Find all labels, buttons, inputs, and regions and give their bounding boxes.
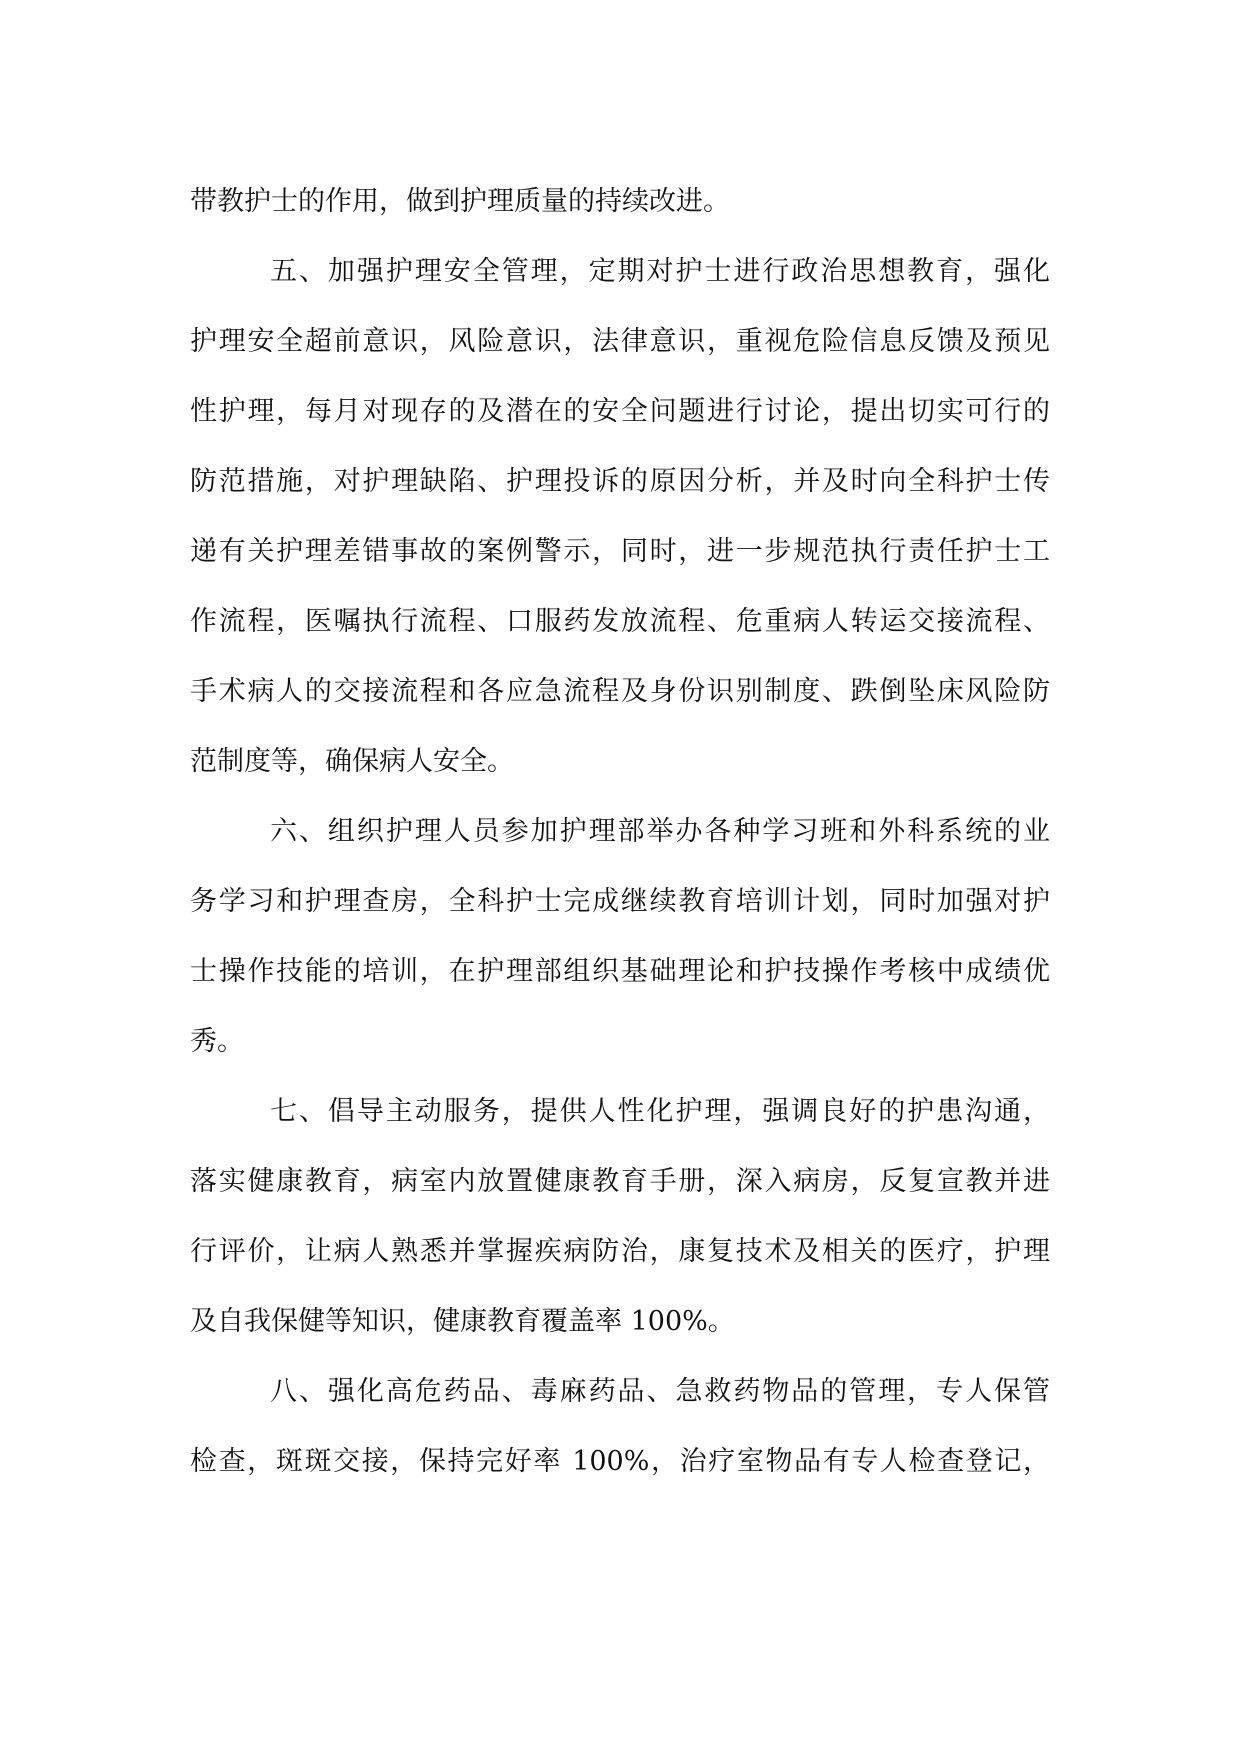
- text-line: 检查，斑斑交接，保持完好率 100%，治疗室物品有专人检查登记，: [190, 1446, 1050, 1477]
- text-line: 务学习和护理查房，全科护士完成继续教育培训计划，同时加强对护: [190, 886, 1050, 917]
- text-line: 范制度等，确保病人安全。: [190, 746, 514, 777]
- text-line: 性护理，每月对现存的及潜在的安全问题进行讨论，提出切实可行的: [190, 396, 1050, 427]
- paragraph-6-start: 六、组织护理人员参加护理部举办各种学习班和外科系统的业: [270, 816, 1050, 847]
- text-line: 士操作技能的培训，在护理部组织基础理论和护技操作考核中成绩优: [190, 956, 1050, 987]
- text-line: 护理安全超前意识，风险意识，法律意识，重视危险信息反馈及预见: [190, 326, 1050, 357]
- text-line: 作流程，医嘱执行流程、口服药发放流程、危重病人转运交接流程、: [190, 606, 1050, 637]
- text-line: 带教护士的作用，做到护理质量的持续改进。: [190, 186, 730, 217]
- paragraph-5-start: 五、加强护理安全管理，定期对护士进行政治思想教育，强化: [270, 256, 1050, 287]
- text-line: 及自我保健等知识，健康教育覆盖率 100%。: [190, 1306, 735, 1337]
- paragraph-8-start: 八、强化高危药品、毒麻药品、急救药物品的管理，专人保管: [270, 1376, 1050, 1407]
- text-line: 行评价，让病人熟悉并掌握疾病防治，康复技术及相关的医疗，护理: [190, 1236, 1050, 1267]
- text-line: 落实健康教育，病室内放置健康教育手册，深入病房，反复宣教并进: [190, 1166, 1050, 1197]
- text-line: 递有关护理差错事故的案例警示，同时，进一步规范执行责任护士工: [190, 536, 1050, 567]
- paragraph-7-start: 七、倡导主动服务，提供人性化护理，强调良好的护患沟通，: [270, 1096, 1050, 1127]
- text-line: 防范措施，对护理缺陷、护理投诉的原因分析，并及时向全科护士传: [190, 466, 1050, 497]
- text-line: 秀。: [190, 1026, 244, 1057]
- text-line: 手术病人的交接流程和各应急流程及身份识别制度、跌倒坠床风险防: [190, 676, 1050, 707]
